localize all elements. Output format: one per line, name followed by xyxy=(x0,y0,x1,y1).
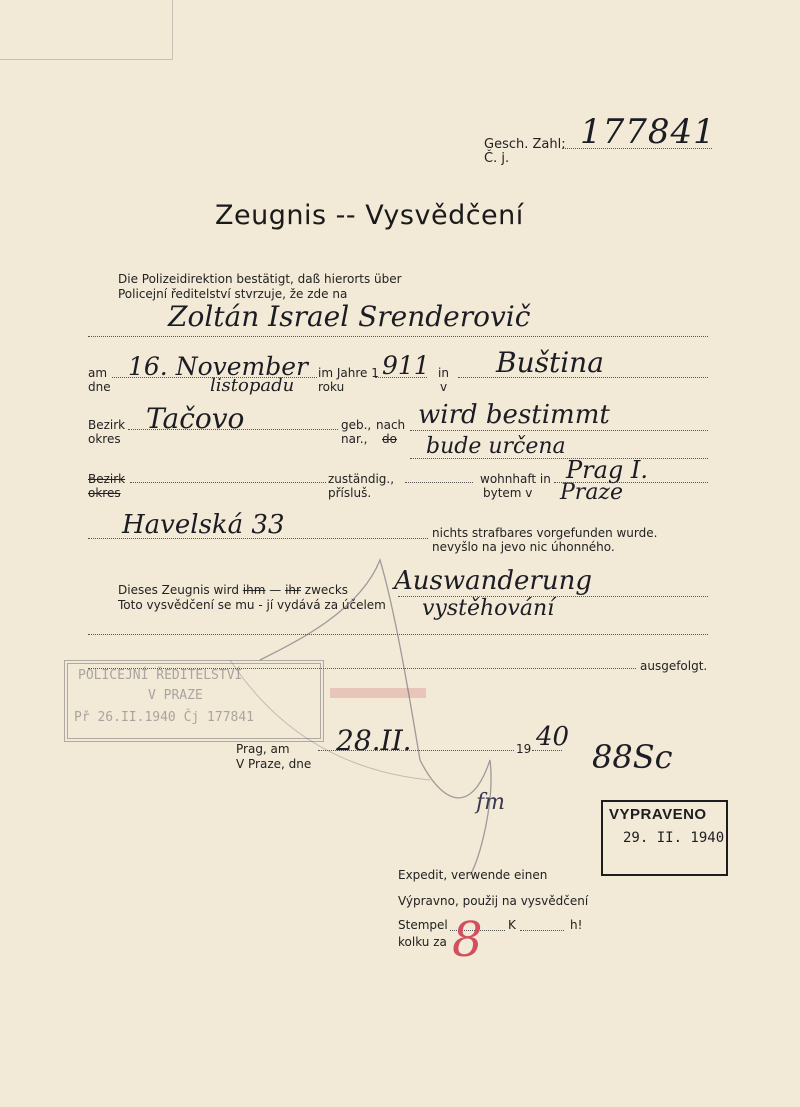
label-do: do xyxy=(382,432,397,446)
issue-year: 40 xyxy=(536,722,570,752)
residence-dots-1 xyxy=(130,482,326,483)
place-cs: V Praze, dne xyxy=(236,757,312,771)
label-prislus: přísluš. xyxy=(328,486,372,500)
purpose-dots-2 xyxy=(88,634,708,635)
kolku-label: kolku za xyxy=(398,935,447,949)
birth-dots-1 xyxy=(112,377,317,378)
label-bezirk-2: Bezirk xyxy=(88,472,126,486)
destination-dots-1 xyxy=(410,430,708,431)
label-bytem: bytem v xyxy=(483,486,533,500)
purpose-cs: Toto vysvědčení se mu - jí vydává za účelem xyxy=(118,598,386,612)
purpose-de-prefix: Dieses Zeugnis wird xyxy=(118,583,243,597)
clerk-initials: 88Sc xyxy=(592,738,673,776)
k-label: K xyxy=(508,918,516,932)
issue-date: 28.II. xyxy=(336,724,412,757)
finding-cs: nevyšlo na jevo nic úhonného. xyxy=(432,540,615,554)
birth-dots-3 xyxy=(458,377,708,378)
purpose-de-ihr: ihr xyxy=(285,583,301,597)
faint-stamp-line2: V PRAZE xyxy=(148,688,203,703)
expedit-line2: Výpravno, použij na vysvědčení xyxy=(398,894,589,908)
label-in: in xyxy=(438,366,449,380)
label-im-jahre: im Jahre 1 xyxy=(318,366,379,380)
purpose-value-de: Auswanderung xyxy=(394,566,592,596)
birth-day-month: 16. November xyxy=(128,352,309,381)
destination-cs: bude určena xyxy=(426,434,566,459)
h-label: h! xyxy=(570,918,583,932)
label-am: am xyxy=(88,366,108,380)
destination-dots-2 xyxy=(410,458,708,459)
issued-label: ausgefolgt. xyxy=(640,659,708,673)
place-de: Prag, am xyxy=(236,742,290,756)
label-dne: dne xyxy=(88,380,111,394)
birth-year: 911 xyxy=(382,351,430,380)
label-nar: nar., xyxy=(341,432,368,446)
street-dots xyxy=(88,538,428,539)
name-dots xyxy=(88,336,708,337)
signature: fm xyxy=(476,790,506,815)
city-cs: Praze xyxy=(560,480,624,505)
finding-de: nichts strafbares vorgefunden wurde. xyxy=(432,526,658,540)
page-title: Zeugnis -- Vysvědčení xyxy=(215,200,524,231)
label-v: v xyxy=(440,380,448,394)
purpose-de-suffix: zwecks xyxy=(300,583,349,597)
birth-month-cs: listopadu xyxy=(210,375,295,396)
purpose-dots-1 xyxy=(398,596,708,597)
stempel-label: Stempel xyxy=(398,918,448,932)
ref-label-cs: Č. j. xyxy=(484,151,510,166)
label-roku: roku xyxy=(318,380,345,394)
birth-place: Buština xyxy=(496,346,604,379)
ref-number: 177841 xyxy=(580,112,716,152)
purpose-de-dash: — xyxy=(265,583,286,597)
label-okres: okres xyxy=(88,432,121,446)
purpose-de-ihm: ihm xyxy=(242,583,266,597)
residence-dots-3 xyxy=(554,482,708,483)
purpose-de xyxy=(118,583,348,598)
label-okres-2: okres xyxy=(88,486,121,500)
district-dots xyxy=(128,429,338,430)
street: Havelská 33 xyxy=(122,510,285,540)
label-wohnhaft: wohnhaft in xyxy=(480,472,551,486)
label-bezirk: Bezirk xyxy=(88,418,126,432)
faint-police-stamp xyxy=(64,660,324,742)
purpose-value-cs: vystěhování xyxy=(422,596,555,621)
residence-dots-2 xyxy=(405,482,473,483)
sent-stamp-date: 29. II. 1940 xyxy=(623,830,725,846)
stamp-value: 8 xyxy=(452,912,483,968)
label-zustandig: zuständig., xyxy=(328,472,395,486)
faint-red-mark xyxy=(330,688,426,698)
expedit-line1: Expedit, verwende einen xyxy=(398,868,548,882)
sent-stamp xyxy=(601,800,728,876)
year-dots xyxy=(532,750,562,751)
year-prefix: 19 xyxy=(516,742,532,756)
sent-stamp-label: VYPRAVENO xyxy=(609,806,707,823)
district-value: Tačovo xyxy=(146,402,245,435)
ref-dots xyxy=(562,148,712,149)
city-de: Prag I. xyxy=(566,456,649,484)
person-name: Zoltán Israel Srenderovič xyxy=(168,300,531,333)
faint-stamp-line3: Př 26.II.1940 Čj 177841 xyxy=(74,710,255,725)
corner-box xyxy=(0,0,173,60)
date-dots xyxy=(318,750,514,751)
ref-label-de: Gesch. Zahl: xyxy=(484,137,566,152)
destination-de: wird bestimmt xyxy=(418,400,610,430)
faint-stamp-line1: POLICEJNÍ ŘEDITELSTVÍ xyxy=(78,668,243,683)
intro-cs: Policejní ředitelství stvrzuje, že zde na xyxy=(118,287,348,301)
birth-dots-2 xyxy=(375,377,427,378)
intro-de: Die Polizeidirektion bestätigt, daß hierorts über xyxy=(118,272,402,286)
label-geb: geb., xyxy=(341,418,372,432)
label-nach: nach xyxy=(376,418,406,432)
stempel-dots-2 xyxy=(520,930,564,931)
